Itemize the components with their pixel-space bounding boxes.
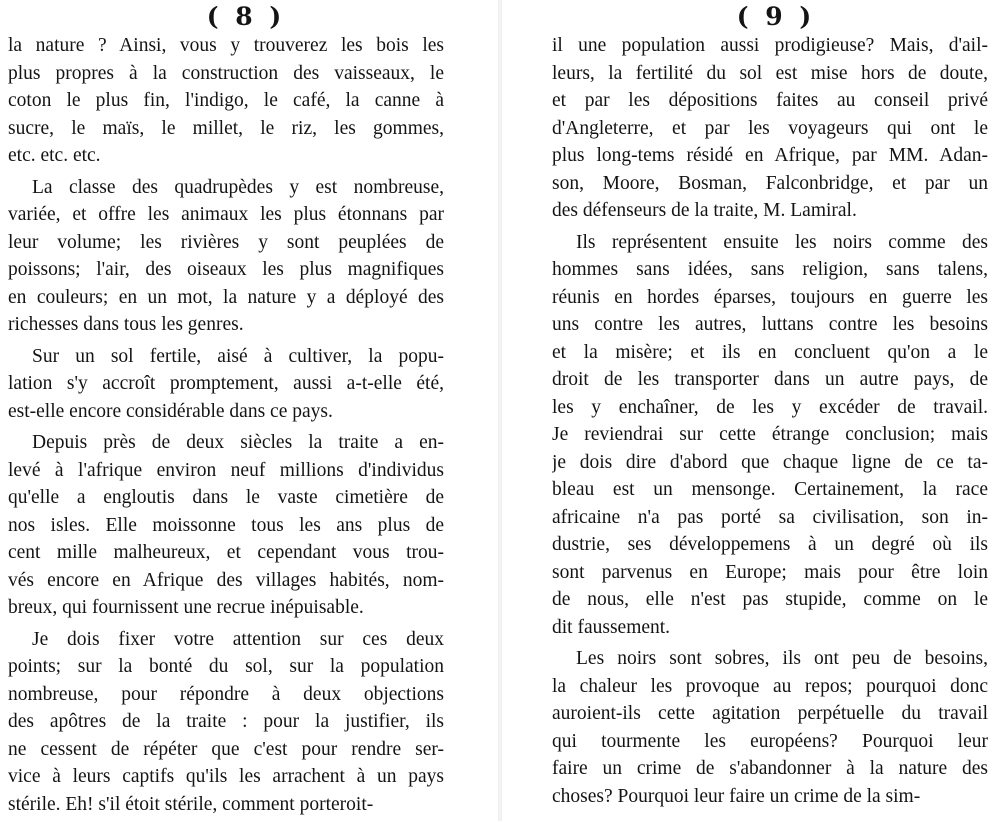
paragraph <box>552 32 988 225</box>
text-line: auroient-ils cette agitation perpétuelle du travail <box>552 703 988 724</box>
text-line: lation s'y accroît promptement, aussi a-t-elle été, <box>8 373 444 394</box>
text-line: uns contre les autres, luttans contre les besoins <box>552 314 988 335</box>
text-line: la chaleur les provoque au repos; pourquoi donc <box>552 675 988 697</box>
text-line: de nous, elle n'est pas stupide, comme on le <box>552 589 988 610</box>
text-line: Les noirs sont sobres, ils ont peu de besoins, <box>576 648 988 669</box>
text-line: nos isles. Elle moissonne tous les ans plus de <box>8 514 444 536</box>
text-line: sont parvenus en Europe; mais pour être loin <box>552 561 988 583</box>
text-line: est-elle encore considérable dans ce pays. <box>8 400 333 422</box>
text-line: stérile. Eh! s'il étoit stérile, comment porteroit- <box>8 793 374 815</box>
text-line: plus long-tems résidé en Afrique, par MM. Adan- <box>552 145 988 166</box>
text-line: qu'elle a engloutis dans le vaste cimetière de <box>8 487 444 508</box>
text-line: leurs, la fertilité du sol est mise hors de doute, <box>552 62 988 84</box>
text-line: des défenseurs de la traite, M. Lamiral. <box>552 200 857 221</box>
text-line: poissons; l'air, des oiseaux les plus magnifiques <box>8 259 444 280</box>
text-line: qui tourmente les européens? Pourquoi leur <box>552 730 988 752</box>
text-line: choses? Pourquoi leur faire un crime de la sim- <box>552 785 921 807</box>
text-line: ne cessent de répéter que c'est pour rendre ser- <box>8 738 444 760</box>
text-line: et par les dépositions faites au conseil privé <box>552 90 988 111</box>
text-line: réunis en hordes éparses, toujours en guerre les <box>552 286 988 308</box>
text-line: il une population aussi prodigieuse? Mais, d'ail- <box>552 35 988 56</box>
text-line: cent mille malheureux, et cependant vous trou- <box>8 542 444 563</box>
right-page <box>500 0 1000 821</box>
text-line: breux, qui fournissent une recrue inépuisable. <box>8 597 364 618</box>
page-number: ( 9 ) <box>736 2 816 31</box>
text-line: en couleurs; en un mot, la nature y a déployé des <box>8 286 444 308</box>
paragraph <box>552 229 988 642</box>
paragraph <box>8 174 444 339</box>
text-line: vice à leurs captifs qu'ils les arrachent à un pays <box>8 766 444 787</box>
paragraph <box>552 645 988 810</box>
text-line: son, Moore, Bosman, Falconbridge, et par un <box>552 172 988 194</box>
text-line: nombreuse, pour répondre à deux objections <box>8 683 444 705</box>
text-line: dit faussement. <box>552 616 671 638</box>
text-line: La classe des quadrupèdes y est nombreuse, <box>32 176 444 198</box>
text-line: Sur un sol fertile, aisé à cultiver, la popu- <box>32 345 444 367</box>
text-line: coton le plus fin, l'indigo, le café, la canne à <box>8 90 444 111</box>
text-line: droit de les transporter dans un autre pays, de <box>552 369 988 390</box>
page-body <box>552 32 988 814</box>
text-line: Ils représentent ensuite les noirs comme des <box>576 231 988 253</box>
text-line: d'Angleterre, et par les voyageurs qui ont le <box>552 117 988 139</box>
text-line: des apôtres de la traite : pour la justifier, ils <box>8 711 444 732</box>
text-line: Je dois fixer votre attention sur ces deux <box>32 628 444 650</box>
left-page <box>0 0 500 821</box>
paragraph <box>8 32 444 170</box>
page-body <box>8 32 444 822</box>
text-line: sucre, le maïs, le millet, le riz, les gommes, <box>8 117 444 139</box>
text-line: Depuis près de deux siècles la traite a en- <box>32 432 444 453</box>
text-line: Je reviendrai sur cette étrange conclusion; mais <box>552 424 988 445</box>
paragraph <box>8 429 444 622</box>
text-line: hommes sans idées, sans religion, sans talens, <box>552 259 988 280</box>
text-line: leur volume; les rivières y sont peuplées de <box>8 231 444 253</box>
paragraph <box>8 626 444 819</box>
text-line: richesses dans tous les genres. <box>8 314 244 335</box>
text-line: faire un crime de s'abandonner à la nature des <box>552 758 988 779</box>
text-line: bleau est un mensonge. Certainement, la race <box>552 479 988 500</box>
text-line: dustrie, ses développemens à un degré où ils <box>552 534 988 555</box>
text-line: etc. etc. etc. <box>8 145 101 166</box>
text-line: la nature ? Ainsi, vous y trouverez les bois les <box>8 35 444 56</box>
paragraph <box>8 343 444 426</box>
text-line: points; sur la bonté du sol, sur la population <box>8 656 444 677</box>
text-line: les y enchaîner, de les y excéder de travail. <box>552 396 988 418</box>
text-line: plus propres à la construction des vaisseaux, le <box>8 62 444 84</box>
text-line: levé à l'afrique environ neuf millions d'individus <box>8 459 444 481</box>
text-line: variée, et offre les animaux les plus étonnans par <box>8 204 444 225</box>
page-number: ( 8 ) <box>206 2 286 31</box>
text-line: africaine n'a pas porté sa civilisation, son in- <box>552 506 988 528</box>
text-line: et la misère; et ils en concluent qu'on a le <box>552 341 988 363</box>
text-line: je dois dire d'abord que chaque ligne de ce ta- <box>552 451 988 473</box>
text-line: vés encore en Afrique des villages habités, nom- <box>8 569 444 591</box>
